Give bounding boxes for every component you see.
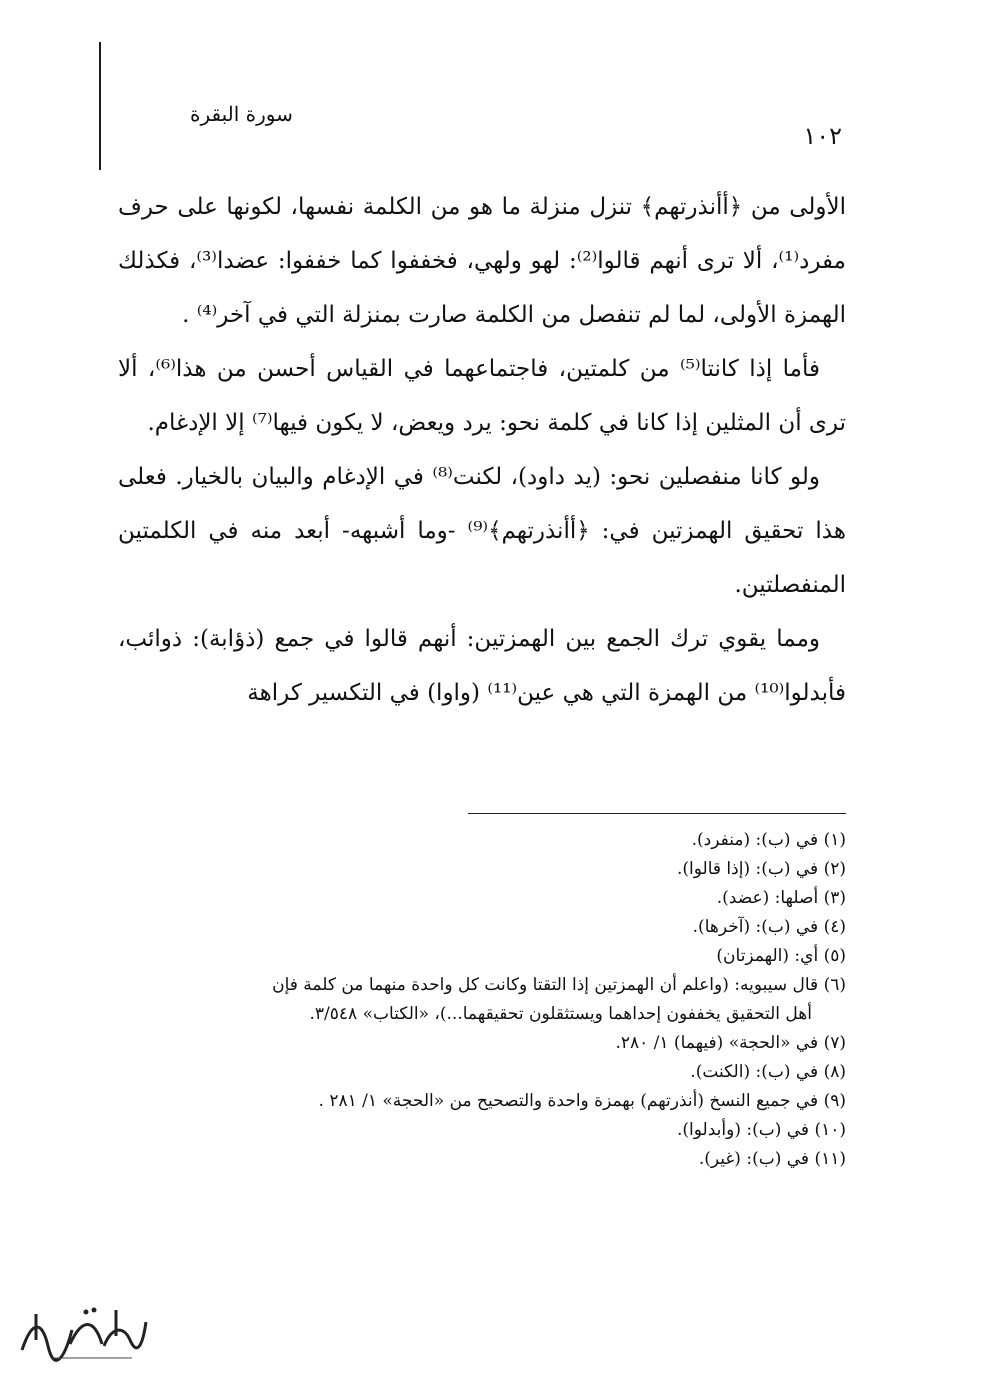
footnote-text: (٦) قال سيبويه: (واعلم أن الهمزتين إذا التقتا وكانت كل واحدة منهما من كلمة فإن	[272, 975, 846, 995]
paragraph: ومما يقوي ترك الجمع بين الهمزتين: أنهم قالوا في جمع (ذؤابة): ذوائب، فأبدلوا⁽¹⁰⁾ من الهمزة التي هي عين⁽¹¹⁾ (واوا) في التكسير كراهة	[118, 626, 846, 706]
footnote: (١) في (ب): (منفرد).	[691, 830, 846, 850]
footnote: (١١) في (ب): (غير).	[698, 1149, 846, 1169]
main-text	[118, 180, 846, 720]
footnote: (٤) في (ب): (آخرها).	[692, 917, 846, 937]
footnote: (٩) في جميع النسخ (أنذرتهم) بهمزة واحدة والتصحيح من «الحجة» ١/ ٢٨١ .	[318, 1091, 846, 1111]
page-number: ١٠٢	[803, 122, 842, 150]
paragraph: الأولى من ﴿أأنذرتهم﴾ تنزل منزلة ما هو من الكلمة نفسها، لكونها على حرف مفرد⁽¹⁾، ألا ترى أنهم قالوا⁽²⁾: لهو ولهي، فخففوا كما خففوا: عضدا⁽³⁾، فكذلك الهمزة الأولى، لما لم تنفصل من الكلمة صارت بمنزلة التي في آخر⁽⁴⁾ .	[118, 194, 846, 328]
footnote: (٢) في (ب): (إذا قالوا).	[677, 859, 846, 879]
footnote-continuation: أهل التحقيق يخففون إحداهما ويستثقلون تحقيقهما...)، «الكتاب» ٣/٥٤٨.	[309, 1004, 812, 1024]
calligraphy-stamp-logo	[12, 1300, 152, 1366]
footnote: (١٠) في (ب): (وأبدلوا).	[677, 1120, 846, 1140]
binding-edge-line	[99, 42, 101, 170]
paragraph: فأما إذا كانتا⁽⁵⁾ من كلمتين، فاجتماعهما في القياس أحسن من هذا⁽⁶⁾، ألا ترى أن المثلين إذا كانا في كلمة نحو: يرد ويعض، لا يكون فيها⁽⁷⁾ إلا الإدغام.	[118, 356, 846, 436]
footnote: (٧) في «الحجة» (فيهما) ١/ ٢٨٠.	[615, 1033, 846, 1053]
footnote: (٣) أصلها: (عضد).	[716, 888, 846, 908]
footnote: (٨) في (ب): (الكنت).	[690, 1062, 846, 1082]
footnote-divider	[468, 813, 846, 814]
surah-title: سورة البقرة	[190, 102, 293, 126]
footnote	[110, 971, 846, 1029]
paragraph: ولو كانا منفصلين نحو: (يد داود)، لكنت⁽⁸⁾ في الإدغام والبيان بالخيار. فعلى هذا تحقيق الهمزتين في: ﴿أأنذرتهم﴾⁽⁹⁾ -وما أشبهه- أبعد منه في الكلمتين المنفصلتين.	[118, 464, 846, 598]
calligraphy-logo-icon	[12, 1300, 152, 1366]
footnotes	[110, 826, 846, 1174]
footnote: (٥) أي: (الهمزتان)	[716, 946, 846, 966]
